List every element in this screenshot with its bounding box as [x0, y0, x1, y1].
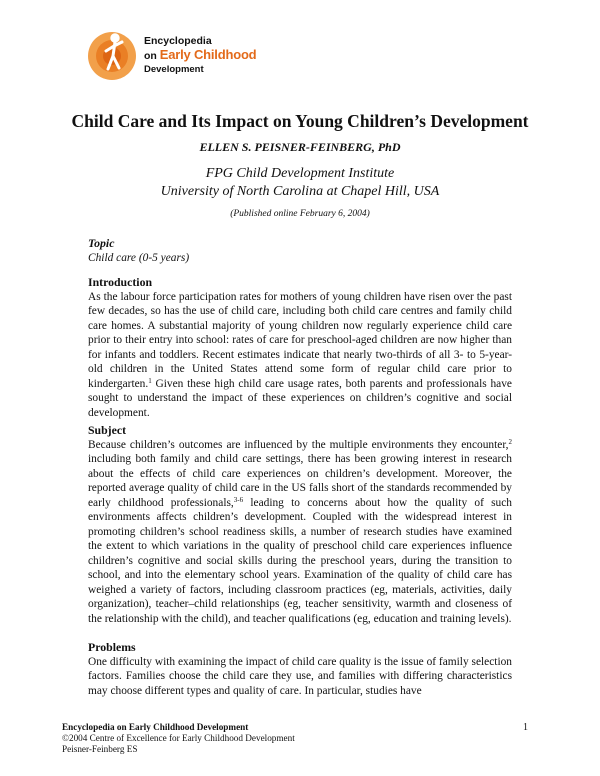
logo-line-2-prefix: on [144, 50, 160, 62]
subject-text-a: Because children’s outcomes are influenced by the multiple environments they encounter, [88, 438, 509, 451]
introduction-text-b: Given these high child care usage rates, both parents and professionals have sought to understand the impact of these experiences on children’s cognitive and social development. [88, 377, 512, 419]
affiliation [0, 165, 600, 201]
section-problems [88, 640, 512, 698]
footer-line-2: ©2004 Centre of Excellence for Early Childhood Development [62, 733, 295, 743]
section-topic [88, 236, 512, 265]
topic-heading: Topic [88, 236, 115, 250]
page-footer [62, 722, 528, 755]
subject-text-c: leading to concerns about how the quality of such environments affects children’s development. Coupled with the widespread interest in promoting children’s school readiness skills, a number of research studies have examined the extent to which variations in the quality of preschool child care experiences influence children’s cognitive and social skills during the preschool years, during the transition to school, and into the elementary school years. Examination of the quality of child care has weighed a variety of factors, including classroom practices (eg, materials, activities, daily organization), teacher–child relationships (eg, teacher sensitivity, warmth and closeness of the relationship with the child), and teacher qualifications (eg, education and training levels). [88, 496, 512, 625]
citation-2: 2 [508, 437, 512, 446]
topic-text: Child care (0-5 years) [88, 251, 190, 264]
logo-line-2-accent: Early Childhood [159, 47, 257, 62]
subject-heading: Subject [88, 423, 127, 437]
child-figure-logo-icon [88, 29, 148, 87]
citation-3-6: 3-6 [233, 495, 244, 504]
author-name: ELLEN S. PEISNER-FEINBERG, PhD [199, 140, 401, 154]
section-introduction [88, 275, 512, 420]
article-title: Child Care and Its Impact on Young Children’s Development [71, 111, 529, 131]
footer-line-3: Peisner-Feinberg ES [62, 744, 138, 754]
introduction-text-a: As the labour force participation rates for mothers of young children have risen over the past few decades, so has the use of child care, including both child care centres and family child care homes. A substantial majority of young children now regularly experience child care prior to their entry into school: rates of care for preschool-aged children are now higher than for infants and toddlers. Recent estimates indicate that nearly two-thirds of all 3- to 5-year-old children in the United States attend some form of regular child care prior to kindergarten. [88, 290, 512, 390]
page-number: 1 [523, 722, 528, 733]
affiliation-line-1: FPG Child Development Institute [205, 166, 395, 181]
encyclopedia-logo [88, 29, 258, 83]
footer-line-1: Encyclopedia on Early Childhood Development [62, 722, 249, 732]
citation-1: 1 [148, 376, 152, 385]
introduction-paragraph [88, 290, 512, 421]
problems-heading: Problems [88, 640, 136, 654]
logo-line-3: Development [144, 64, 204, 75]
affiliation-line-2: University of North Carolina at Chapel Hill, USA [160, 184, 440, 199]
introduction-heading: Introduction [88, 275, 153, 289]
logo-line-1: Encyclopedia [144, 35, 212, 47]
problems-paragraph: One difficulty with examining the impact of child care quality is the issue of family selection factors. Families choose the child care they use, and families with differing characteristics may choose different types and quality of care. In particular, studies have [88, 655, 512, 697]
published-date: (Published online February 6, 2004) [230, 209, 370, 219]
subject-text-b: including both family and child care settings, there has been growing interest in research about the effects of child care experiences on children’s development. Moreover, the reported average quality of child care in the US falls short of the standards recommended by early childhood professionals, [88, 453, 512, 509]
section-subject [88, 423, 512, 626]
subject-paragraph [88, 438, 512, 627]
